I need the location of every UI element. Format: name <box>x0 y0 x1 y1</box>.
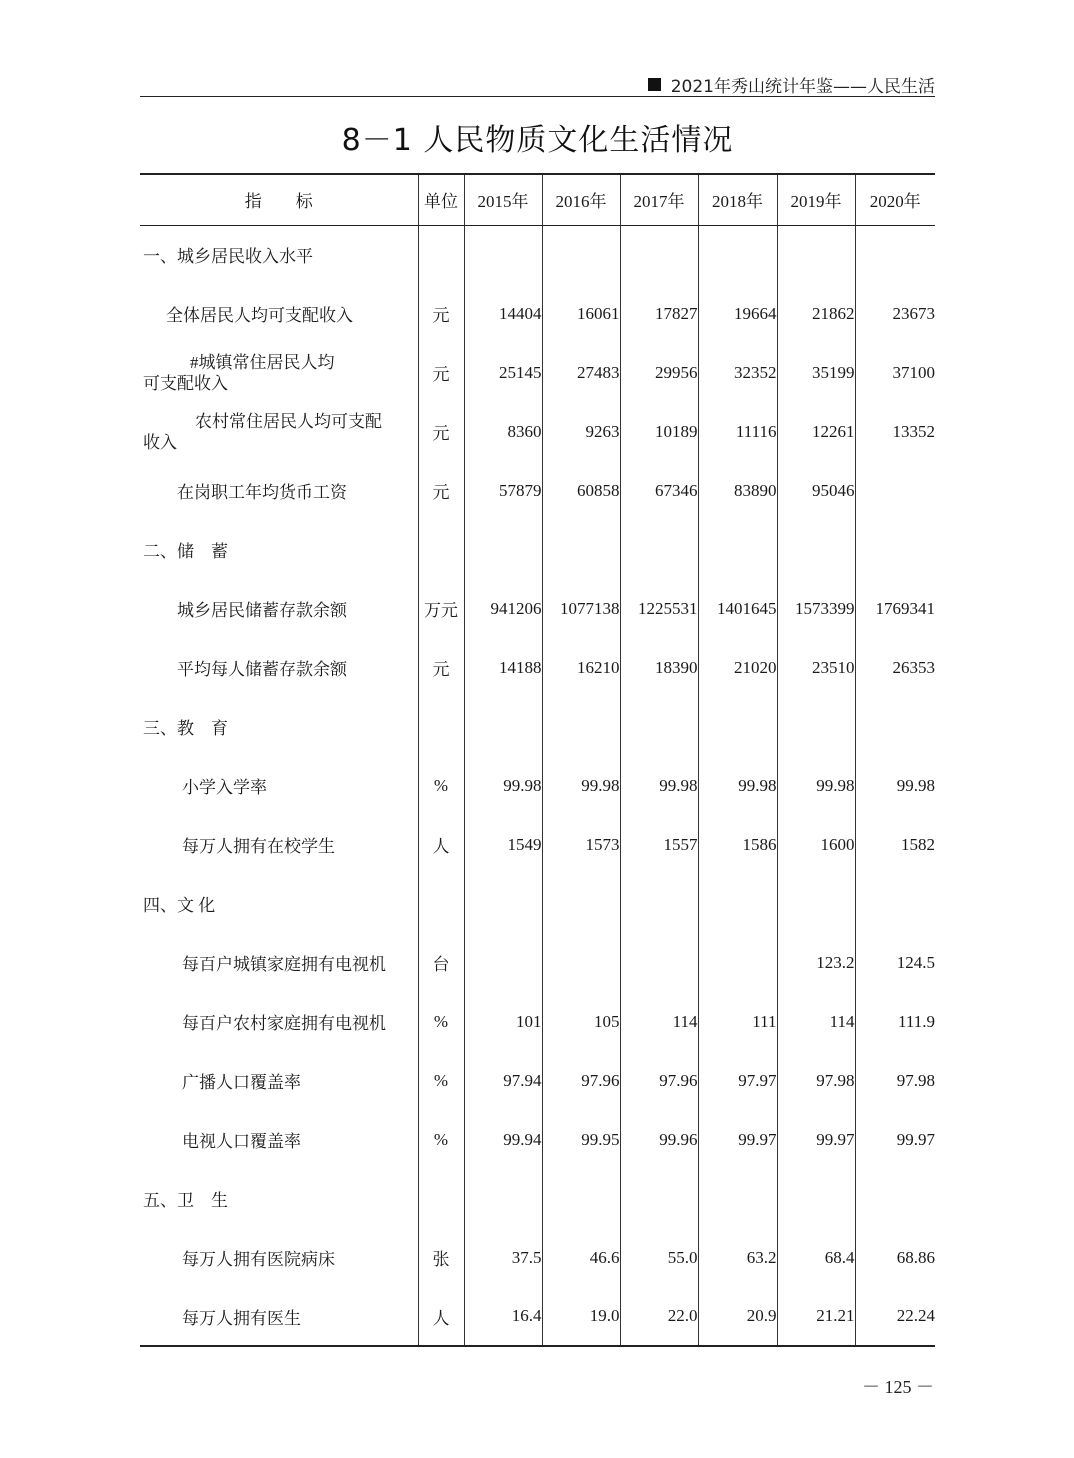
row-label: 每万人拥有在校学生 <box>182 837 335 856</box>
cell-value <box>620 933 698 992</box>
table-row <box>140 992 935 1051</box>
cell-value: 16210 <box>542 638 620 697</box>
cell-value: 99.98 <box>777 756 855 815</box>
cell-value: 99.96 <box>620 1110 698 1169</box>
cell-value <box>464 874 542 933</box>
table-row <box>140 1287 935 1346</box>
header-year: 2020年 <box>855 174 935 225</box>
cell-value: 35199 <box>777 343 855 402</box>
section-row <box>140 520 935 579</box>
cell-value: 105 <box>542 992 620 1051</box>
cell-value: 99.94 <box>464 1110 542 1169</box>
cell-value: 1573 <box>542 815 620 874</box>
row-label: 在岗职工年均货币工资 <box>177 483 347 502</box>
cell-value: 68.4 <box>777 1228 855 1287</box>
row-unit: % <box>418 756 464 815</box>
cell-value <box>620 225 698 284</box>
cell-value: 14188 <box>464 638 542 697</box>
row-unit: 台 <box>418 933 464 992</box>
cell-value <box>855 874 935 933</box>
row-unit: 张 <box>418 1228 464 1287</box>
row-unit: 元 <box>418 343 464 402</box>
table-row <box>140 1228 935 1287</box>
cell-value <box>855 1169 935 1228</box>
row-label: 二、储 蓄 <box>143 542 228 561</box>
cell-value: 37100 <box>855 343 935 402</box>
cell-value <box>698 225 777 284</box>
running-header-text: 2021年秀山统计年鉴——人民生活 <box>670 77 935 97</box>
table-row <box>140 638 935 697</box>
cell-value: 99.98 <box>464 756 542 815</box>
table-row <box>140 1110 935 1169</box>
cell-value: 83890 <box>698 461 777 520</box>
table-row <box>140 933 935 992</box>
cell-value: 23510 <box>777 638 855 697</box>
cell-value <box>855 461 935 520</box>
cell-value: 1549 <box>464 815 542 874</box>
cell-value: 55.0 <box>620 1228 698 1287</box>
row-unit <box>418 1169 464 1228</box>
cell-value: 16.4 <box>464 1287 542 1346</box>
cell-value: 1225531 <box>620 579 698 638</box>
cell-value <box>542 697 620 756</box>
cell-value: 99.98 <box>698 756 777 815</box>
row-unit: 万元 <box>418 579 464 638</box>
row-label: 电视人口覆盖率 <box>182 1132 301 1151</box>
row-unit: % <box>418 992 464 1051</box>
cell-value <box>777 225 855 284</box>
row-label: 城乡居民储蓄存款余额 <box>177 601 347 620</box>
cell-value <box>542 1169 620 1228</box>
cell-value: 13352 <box>855 402 935 461</box>
cell-value: 19664 <box>698 284 777 343</box>
cell-value: 97.98 <box>777 1051 855 1110</box>
cell-value <box>777 520 855 579</box>
cell-value: 97.98 <box>855 1051 935 1110</box>
cell-value: 9263 <box>542 402 620 461</box>
table-row <box>140 461 935 520</box>
cell-value <box>698 874 777 933</box>
black-square-icon <box>648 78 661 91</box>
row-label <box>140 402 418 461</box>
cell-value <box>542 225 620 284</box>
cell-value: 22.0 <box>620 1287 698 1346</box>
cell-value: 11116 <box>698 402 777 461</box>
row-label-line2: 可支配收入 <box>143 373 228 393</box>
table-row <box>140 756 935 815</box>
section-row <box>140 1169 935 1228</box>
row-unit: 人 <box>418 1287 464 1346</box>
row-unit <box>418 697 464 756</box>
cell-value: 99.98 <box>542 756 620 815</box>
cell-value <box>855 225 935 284</box>
row-label: 四、文 化 <box>143 896 216 915</box>
row-unit: 元 <box>418 638 464 697</box>
cell-value: 97.96 <box>542 1051 620 1110</box>
header-year: 2017年 <box>620 174 698 225</box>
row-label-line1: 农村常住居民人均可支配 <box>195 411 382 431</box>
cell-value: 12261 <box>777 402 855 461</box>
table-row <box>140 579 935 638</box>
page-number: － 125 － <box>862 1377 934 1397</box>
cell-value: 1401645 <box>698 579 777 638</box>
section-row <box>140 874 935 933</box>
row-unit: 元 <box>418 284 464 343</box>
table-row <box>140 402 935 461</box>
cell-value: 21020 <box>698 638 777 697</box>
cell-value: 26353 <box>855 638 935 697</box>
cell-value <box>620 697 698 756</box>
cell-value: 32352 <box>698 343 777 402</box>
cell-value: 57879 <box>464 461 542 520</box>
row-label: 每万人拥有医院病床 <box>182 1250 335 1269</box>
cell-value: 1600 <box>777 815 855 874</box>
cell-value <box>698 933 777 992</box>
cell-value: 97.94 <box>464 1051 542 1110</box>
cell-value: 27483 <box>542 343 620 402</box>
cell-value: 114 <box>777 992 855 1051</box>
cell-value <box>620 520 698 579</box>
cell-value: 21.21 <box>777 1287 855 1346</box>
cell-value: 99.98 <box>620 756 698 815</box>
cell-value <box>698 1169 777 1228</box>
header-year: 2015年 <box>464 174 542 225</box>
cell-value <box>620 874 698 933</box>
cell-value <box>542 520 620 579</box>
section-row <box>140 225 935 284</box>
cell-value <box>777 1169 855 1228</box>
cell-value: 22.24 <box>855 1287 935 1346</box>
header-year: 2019年 <box>777 174 855 225</box>
cell-value: 10189 <box>620 402 698 461</box>
header-indicator: 指 标 <box>140 174 418 225</box>
cell-value: 18390 <box>620 638 698 697</box>
cell-value: 97.97 <box>698 1051 777 1110</box>
row-unit: 元 <box>418 402 464 461</box>
cell-value: 941206 <box>464 579 542 638</box>
cell-value: 99.98 <box>855 756 935 815</box>
statistics-table <box>140 173 935 1347</box>
cell-value: 99.95 <box>542 1110 620 1169</box>
cell-value <box>698 520 777 579</box>
cell-value: 20.9 <box>698 1287 777 1346</box>
row-unit <box>418 225 464 284</box>
header-year: 2018年 <box>698 174 777 225</box>
cell-value <box>777 697 855 756</box>
cell-value <box>855 697 935 756</box>
cell-value: 17827 <box>620 284 698 343</box>
cell-value: 99.97 <box>777 1110 855 1169</box>
cell-value: 1769341 <box>855 579 935 638</box>
cell-value <box>464 933 542 992</box>
row-label: 全体居民人均可支配收入 <box>166 306 353 325</box>
cell-value: 14404 <box>464 284 542 343</box>
cell-value <box>777 874 855 933</box>
header-year: 2016年 <box>542 174 620 225</box>
cell-value <box>464 520 542 579</box>
cell-value: 1557 <box>620 815 698 874</box>
cell-value <box>620 1169 698 1228</box>
page-title: 8－1 人民物质文化生活情况 <box>341 123 734 158</box>
cell-value: 21862 <box>777 284 855 343</box>
cell-value: 101 <box>464 992 542 1051</box>
row-label: 每百户城镇家庭拥有电视机 <box>182 955 386 974</box>
cell-value: 99.97 <box>855 1110 935 1169</box>
row-label <box>140 343 418 402</box>
cell-value: 16061 <box>542 284 620 343</box>
row-label: 广播人口覆盖率 <box>182 1073 301 1092</box>
cell-value: 8360 <box>464 402 542 461</box>
cell-value: 23673 <box>855 284 935 343</box>
row-unit: 人 <box>418 815 464 874</box>
cell-value: 1573399 <box>777 579 855 638</box>
cell-value <box>542 933 620 992</box>
row-label: 每万人拥有医生 <box>140 1287 418 1346</box>
cell-value: 37.5 <box>464 1228 542 1287</box>
row-label: 平均每人储蓄存款余额 <box>177 660 347 679</box>
cell-value <box>855 520 935 579</box>
cell-value: 1586 <box>698 815 777 874</box>
section-row <box>140 697 935 756</box>
cell-value: 60858 <box>542 461 620 520</box>
cell-value: 46.6 <box>542 1228 620 1287</box>
cell-value: 25145 <box>464 343 542 402</box>
cell-value: 63.2 <box>698 1228 777 1287</box>
table-row <box>140 815 935 874</box>
table-row <box>140 284 935 343</box>
running-header <box>140 62 935 97</box>
cell-value: 124.5 <box>855 933 935 992</box>
cell-value: 114 <box>620 992 698 1051</box>
cell-value <box>464 225 542 284</box>
row-unit <box>418 520 464 579</box>
row-unit: 元 <box>418 461 464 520</box>
table-header-row <box>140 174 935 225</box>
table-row <box>140 343 935 402</box>
row-unit: % <box>418 1051 464 1110</box>
row-unit <box>418 874 464 933</box>
cell-value: 1077138 <box>542 579 620 638</box>
row-label-line1: #城镇常住居民人均 <box>190 352 335 372</box>
cell-value <box>464 697 542 756</box>
row-label: 三、教 育 <box>143 719 228 738</box>
cell-value: 95046 <box>777 461 855 520</box>
row-label: 五、卫 生 <box>143 1191 228 1210</box>
cell-value: 68.86 <box>855 1228 935 1287</box>
cell-value: 1582 <box>855 815 935 874</box>
cell-value: 111.9 <box>855 992 935 1051</box>
cell-value <box>698 697 777 756</box>
header-unit: 单位 <box>418 174 464 225</box>
row-label: 每百户农村家庭拥有电视机 <box>182 1014 386 1033</box>
cell-value: 19.0 <box>542 1287 620 1346</box>
table-row <box>140 1051 935 1110</box>
row-label: 一、城乡居民收入水平 <box>143 247 313 267</box>
row-label-line2: 收入 <box>143 432 177 452</box>
cell-value: 111 <box>698 992 777 1051</box>
cell-value: 67346 <box>620 461 698 520</box>
row-label: 小学入学率 <box>182 778 267 797</box>
cell-value: 123.2 <box>777 933 855 992</box>
running-header-content <box>648 72 935 97</box>
cell-value <box>464 1169 542 1228</box>
cell-value: 29956 <box>620 343 698 402</box>
cell-value <box>542 874 620 933</box>
row-unit: % <box>418 1110 464 1169</box>
cell-value: 97.96 <box>620 1051 698 1110</box>
cell-value: 99.97 <box>698 1110 777 1169</box>
